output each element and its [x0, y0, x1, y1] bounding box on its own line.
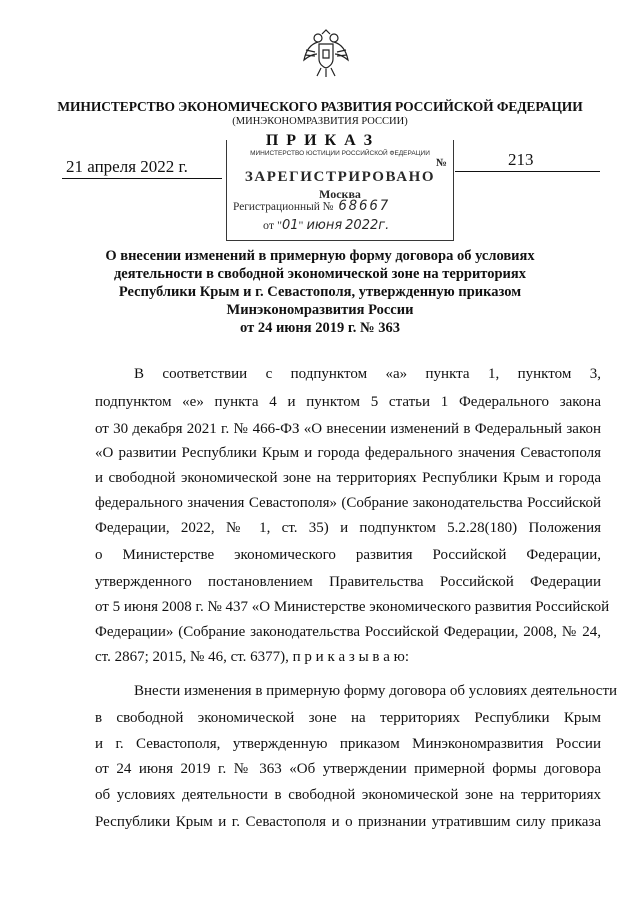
text-line: о Министерстве экономического развития Российской Федерации, — [95, 547, 601, 563]
text-line: «О развитии Республики Крым и города федерального значения Севастополя — [95, 445, 601, 461]
subject-line: О внесении изменений в примерную форму договора об условиях — [105, 248, 535, 264]
date-underline — [62, 178, 222, 179]
stamp-org: МИНИСТЕРСТВО ЮСТИЦИИ РОССИЙСКОЙ ФЕДЕРАЦИИ — [250, 150, 430, 157]
text-line: в свободной экономической зоне на территориях Республики Крым — [95, 710, 601, 726]
text-line: и г. Севастополя, утвержденную приказом Минэкономразвития России — [95, 736, 601, 752]
number-underline — [455, 171, 600, 172]
subject-line: Минэкономразвития России — [226, 302, 414, 318]
text-line: утвержденного постановлением Правительства Российской Федерации — [95, 574, 601, 590]
text-line: Федерации, 2022, № 1, ст. 35) и подпунктом 5.2.28(180) Положения — [95, 520, 601, 536]
stamp-no-label: № — [435, 157, 447, 169]
text-line: ст. 2867; 2015, № 46, ст. 6377), п р и к а з ы в а ю: — [95, 649, 410, 665]
stamp-date-month: июня — [306, 218, 343, 233]
order-subject — [40, 247, 600, 337]
stamp-date-day: 01 — [281, 218, 299, 233]
text-line: Федерации» (Собрание законодательства Российской Федерации, 2008, № 24, — [95, 624, 601, 640]
order-number: 213 — [508, 150, 534, 169]
stamp-reg-label: Регистрационный № — [233, 199, 334, 213]
text-line: от 24 июня 2019 г. № 363 «Об утверждении примерной формы договора — [95, 761, 601, 777]
order-date: 21 апреля 2022 г. — [66, 157, 188, 176]
ministry-short-name: (МИНЭКОНОМРАЗВИТИЯ РОССИИ) — [232, 116, 408, 127]
text-line: В соответствии с подпунктом «а» пункта 1, пунктом 3, — [134, 366, 601, 382]
text-line: и свободной экономической зоне на территориях Республики Крым и города — [95, 470, 601, 486]
russian-coat-of-arms-icon — [301, 26, 351, 80]
stamp-date-mid: " — [298, 218, 304, 232]
stamp-registered: ЗАРЕГИСТРИРОВАНО — [244, 169, 436, 185]
text-line: подпунктом «е» пункта 4 и пунктом 5 статьи 1 Федерального закона — [95, 394, 601, 410]
order-title: П Р И К А З — [265, 132, 375, 149]
stamp-date-year: 2022г. — [345, 218, 390, 233]
text-line: федерального значения Севастополя» (Собрание законодательства Российской — [95, 495, 601, 511]
subject-line: деятельности в свободной экономической зоне на территориях — [113, 266, 527, 282]
text-line: Внести изменения в примерную форму договора об условиях деятельности — [134, 683, 618, 699]
text-line: об условиях деятельности в свободной экономической зоне на территориях — [95, 787, 601, 803]
text-line: от 5 июня 2008 г. № 437 «О Министерстве экономического развития Российской — [95, 599, 610, 615]
text-line: от 30 декабря 2021 г. № 466-ФЗ «О внесении изменений в Федеральный закон — [95, 421, 601, 437]
text-line: Республики Крым и г. Севастополя и о признании утратившим силу приказа — [95, 814, 601, 830]
stamp-date-line — [263, 218, 389, 233]
subject-line: Республики Крым и г. Севастополя, утвержденную приказом — [118, 284, 522, 300]
registration-stamp — [226, 140, 454, 241]
stamp-date-prefix: от " — [263, 218, 282, 232]
subject-line: от 24 июня 2019 г. № 363 — [240, 320, 400, 336]
stamp-registration-line — [233, 198, 390, 214]
stamp-reg-number: 68667 — [338, 198, 391, 214]
stamp-city: Москва — [319, 187, 361, 201]
ministry-name: МИНИСТЕРСТВО ЭКОНОМИЧЕСКОГО РАЗВИТИЯ РОССИЙСКОЙ ФЕДЕРАЦИИ — [57, 99, 583, 114]
